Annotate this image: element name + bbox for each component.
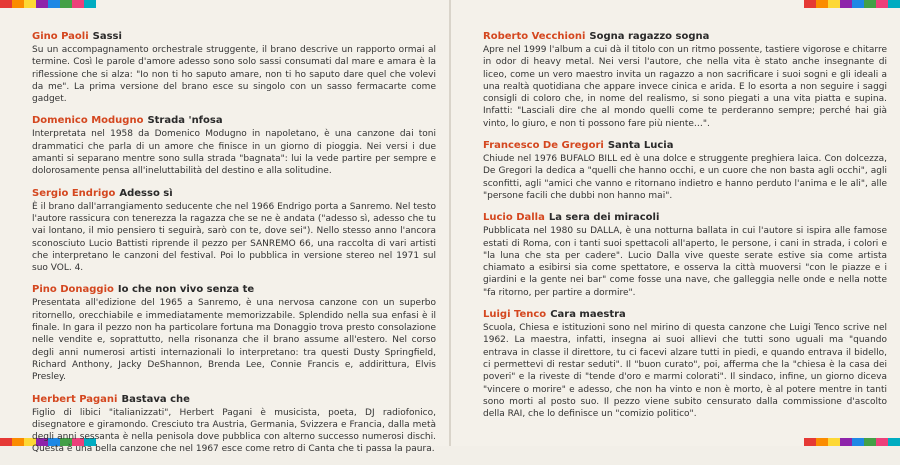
entry-heading xyxy=(32,114,436,127)
color-stripe-segment xyxy=(36,0,48,8)
song-entry xyxy=(483,139,887,202)
color-stripe-segment xyxy=(24,0,36,8)
color-stripe-segment xyxy=(804,0,816,8)
artist-name: Francesco De Gregori xyxy=(483,140,604,152)
song-entry xyxy=(483,211,887,299)
color-stripe-segment xyxy=(12,438,24,446)
color-stripe-segment xyxy=(852,438,864,446)
entry-heading xyxy=(32,393,436,406)
color-stripe-segment xyxy=(888,0,900,8)
song-entry xyxy=(32,30,436,105)
color-stripe-segment xyxy=(876,438,888,446)
color-stripe-segment xyxy=(60,0,72,8)
artist-name: Gino Paoli xyxy=(32,31,89,42)
entry-heading xyxy=(32,187,436,200)
color-stripe-segment xyxy=(828,0,840,8)
color-stripe-segment xyxy=(804,438,816,446)
left-page xyxy=(0,0,449,455)
song-entry xyxy=(483,308,887,420)
artist-name: Herbert Pagani xyxy=(32,393,118,405)
entry-text: Su un accompagnamento orchestrale struggente, il brano descrive un rapporto ormai al termine. Così le parole d'amore adesso sono solo sassi consumati dal mare e amara è la riflessione che si alza: "Io non ti ho saputo amare, non ti ho saputo dare quel che volevi da me". La prima versione del brano esce su singolo con un sasso fermacarte come gadget. xyxy=(32,45,436,105)
color-stripe-segment xyxy=(12,0,24,8)
song-entry xyxy=(32,393,436,456)
color-stripe-segment xyxy=(0,0,12,8)
color-stripe-top-right xyxy=(804,0,900,8)
color-stripe-segment xyxy=(840,0,852,8)
left-column xyxy=(32,30,436,465)
song-title: Sassi xyxy=(92,31,122,42)
artist-name: Domenico Modugno xyxy=(32,115,144,127)
color-stripe-segment xyxy=(816,0,828,8)
color-stripe-segment xyxy=(84,0,96,8)
color-stripe-segment xyxy=(48,0,60,8)
entry-text: Scuola, Chiesa e istituzioni sono nel mirino di questa canzone che Luigi Tenco scrive nel 1962. La maestra, infatti, insegna ai suoi allievi che tutti sono uguali ma "quando entrava in classe il direttore, tu ci facevi alzare tutti in piedi, e quando entrava il bidello, ci permettevi di restar seduti". Il "buon curato", poi, afferma che la "chiesa è la casa dei poveri" e la riveste di "tende d'oro e marmi colorati". Il sindaco, infine, un giorno diceva "vincere o morire" e adesso, che non ha vinto e non è morto, è al potere mentre in tanti sono morti al posto suo. Il pezzo viene subito censurato dalla commissione d'ascolto della RAI, che lo definisce un "comizio politico". xyxy=(483,323,887,420)
color-stripe-top-left xyxy=(0,0,96,8)
song-title: Sogna ragazzo sogna xyxy=(589,31,710,42)
color-stripe-segment xyxy=(0,438,12,446)
color-stripe-segment xyxy=(840,438,852,446)
right-column xyxy=(483,30,887,429)
entry-heading xyxy=(483,139,887,152)
song-title: Santa Lucia xyxy=(607,140,674,152)
song-entry xyxy=(32,114,436,177)
artist-name: Pino Donaggio xyxy=(32,284,114,296)
artist-name: Sergio Endrigo xyxy=(32,187,116,199)
color-stripe-bottom-right xyxy=(804,438,900,446)
entry-text: Chiude nel 1976 BUFALO BILL ed è una dolce e struggente preghiera laica. Con dolcezza, De Gregori la dedica a "quelli che hanno occhi, e un cuore che non basta agli occhi", agli sconfitti, agli "amici che vanno e ritornano indietro e hanno perduto l'anima e le ali", alle "persone facili che dubbi non hanno mai". xyxy=(483,154,887,201)
artist-name: Roberto Vecchioni xyxy=(483,31,586,42)
song-title: Bastava che xyxy=(121,393,190,405)
song-entry xyxy=(483,30,887,130)
song-title: Cara maestra xyxy=(550,309,626,321)
entry-text: È il brano dall'arrangiamento seducente che nel 1966 Endrigo porta a Sanremo. Nel testo l'autore rassicura con tenerezza la ragazza che se ne è andata ("adesso sì, adesso che tu vai lontano, il mio pensiero ti seguirà, sarò con te, dove sei"). Nello stesso anno l'ancora sconosciuto Lucio Battisti riprende il pezzo per SANREMO 66, una raccolta di vari artisti che interpretano le canzoni del festival. Poi lo pubblica in versione stereo nel 1971 sul suo VOL. 4. xyxy=(32,201,436,274)
entry-heading xyxy=(483,308,887,321)
color-stripe-segment xyxy=(864,0,876,8)
song-title: Strada 'nfosa xyxy=(147,115,223,127)
artist-name: Luigi Tenco xyxy=(483,309,547,321)
right-page xyxy=(451,0,900,446)
color-stripe-segment xyxy=(816,438,828,446)
entry-heading xyxy=(32,30,436,43)
song-entry xyxy=(32,187,436,275)
entry-heading xyxy=(32,283,436,296)
color-stripe-segment xyxy=(72,0,84,8)
artist-name: Lucio Dalla xyxy=(483,212,545,224)
color-stripe-segment xyxy=(852,0,864,8)
song-title: Io che non vivo senza te xyxy=(117,284,255,296)
entry-text: Interpretata nel 1958 da Domenico Modugno in napoletano, è una canzone dai toni drammatici che parla di un amore che finisce in un giorno di pioggia. Nei versi i due amanti si separano mentre sono sulla strada "bagnata": lui la vede partire per sempre e dolorosamente pensa all'ineluttabilità del destino e alla solitudine. xyxy=(32,129,436,177)
entry-text: Pubblicata nel 1980 su DALLA, è una notturna ballata in cui l'autore si ispira alle famose estati di Roma, con i tanti suoi spettacoli all'aperto, le persone, i cani in strada, i colori e "la luna che sta per cadere". Lucio Dalla vive queste serate estive sia come artista chiamato a esibirsi sia come spettatore, e osserva la città muoversi "con le piazze e i giardini e la gente nei bar" come fosse una nave, che galleggia nelle onde e nella notte "fa ritorno, per partire a dormire". xyxy=(483,226,887,298)
color-stripe-segment xyxy=(864,438,876,446)
entry-heading xyxy=(483,211,887,224)
color-stripe-segment xyxy=(828,438,840,446)
entry-text: Apre nel 1999 l'album a cui dà il titolo con un ritmo possente, tastiere vigorose e chitarre in odor di heavy metal. Nei versi l'autore, che nella vita è stato anche insegnante di liceo, come un vero maestro invita un ragazzo a non sacrificare i suoi sogni e gli ideali a una realtà quotidiana che appare invece cinica e arida. E lo esorta a non seguire i saggi consigli di coloro che, in nome del realismo, si sono piegati a una vita piatta e supina. Infatti: "Lasciali dire che al mondo quelli come te perderanno sempre; perché hai già vinto, lo giuro, e non ti possono fare più niente…". xyxy=(483,45,887,129)
color-stripe-segment xyxy=(888,438,900,446)
entry-text: Figlio di libici "italianizzati", Herbert Pagani è musicista, poeta, DJ radiofonico, disegnatore e giramondo. Cresciuto tra Austria, Germania, Svizzera e Francia, dalla metà degli anni sessanta è nella penisola dove pubblica con alterno successo numerosi dischi. Questa è una bella canzone che nel 1967 esce come retro di Canta che ti passa la paura. xyxy=(32,407,436,455)
song-entry xyxy=(32,283,436,383)
song-title: Adesso sì xyxy=(119,187,173,199)
song-title: La sera dei miracoli xyxy=(548,212,660,224)
color-stripe-segment xyxy=(876,0,888,8)
entry-text: Presentata all'edizione del 1965 a Sanremo, è una nervosa canzone con un superbo ritornello, orecchiabile e immediatamente memorizzabile. Splendido nella sua enfasi è il finale. In gara il pezzo non ha particolare fortuna ma Donaggio trova presto consolazione nelle vendite e, soprattutto, nella risonanza che il brano assume all'estero. Nel corso degli anni numerosi artisti internazionali lo interpretano: tra questi Dusty Springfield, Richard Anthony, Jacky DeShannon, Brenda Lee, Connie Francis e, addirittura, Elvis Presley. xyxy=(32,298,436,383)
entry-heading xyxy=(483,30,887,43)
